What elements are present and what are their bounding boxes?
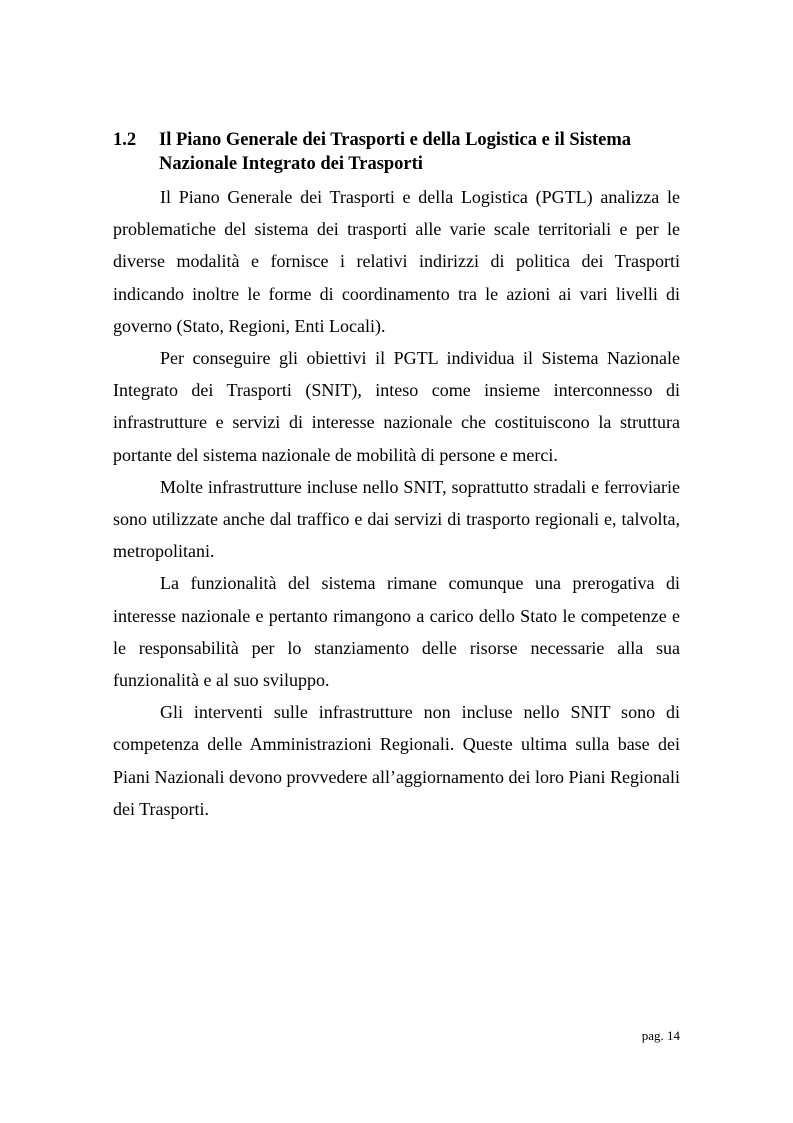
paragraph: La funzionalità del sistema rimane comunque una prerogativa di interesse nazionale e pertanto rimangono a carico dello Stato le competenze e le responsabilità per lo stanziamento delle risorse necessarie alla sua funzionalità e al suo sviluppo. [113,573,680,691]
section-title: Il Piano Generale dei Trasporti e della Logistica e il Sistema Nazionale Integrato dei Trasporti [159,130,632,174]
page-number: pag. 14 [641,1028,680,1043]
paragraph: Gli interventi sulle infrastrutture non incluse nello SNIT sono di competenza delle Amministrazioni Regionali. Queste ultima sulla base dei Piani Nazionali devono provvedere all’aggiornamento dei loro Piani Regionali dei Trasporti. [113,702,680,819]
section-number: 1.2 [113,130,137,150]
paragraph: Il Piano Generale dei Trasporti e della Logistica (PGTL) analizza le problematiche del sistema dei trasporti alle varie scale territoriali e per le diverse modalità e fornisce i relativi indirizzi di politica dei Trasporti indicando inoltre le forme di coordinamento tra le azioni ai vari livelli di governo (Stato, Regioni, Enti Locali). [113,187,680,336]
body-text [113,181,680,825]
paragraph: Per conseguire gli obiettivi il PGTL individua il Sistema Nazionale Integrato dei Trasporti (SNIT), inteso come insieme interconnesso di infrastrutture e servizi di interesse nazionale che costituiscono la struttura portante del sistema nazionale de mobilità di persone e merci. [113,348,680,465]
section-heading [113,128,693,176]
paragraph: Molte infrastrutture incluse nello SNIT, soprattutto stradali e ferroviarie sono utilizzate anche dal traffico e dai servizi di trasporto regionali e, talvolta, metropolitani. [113,476,680,562]
